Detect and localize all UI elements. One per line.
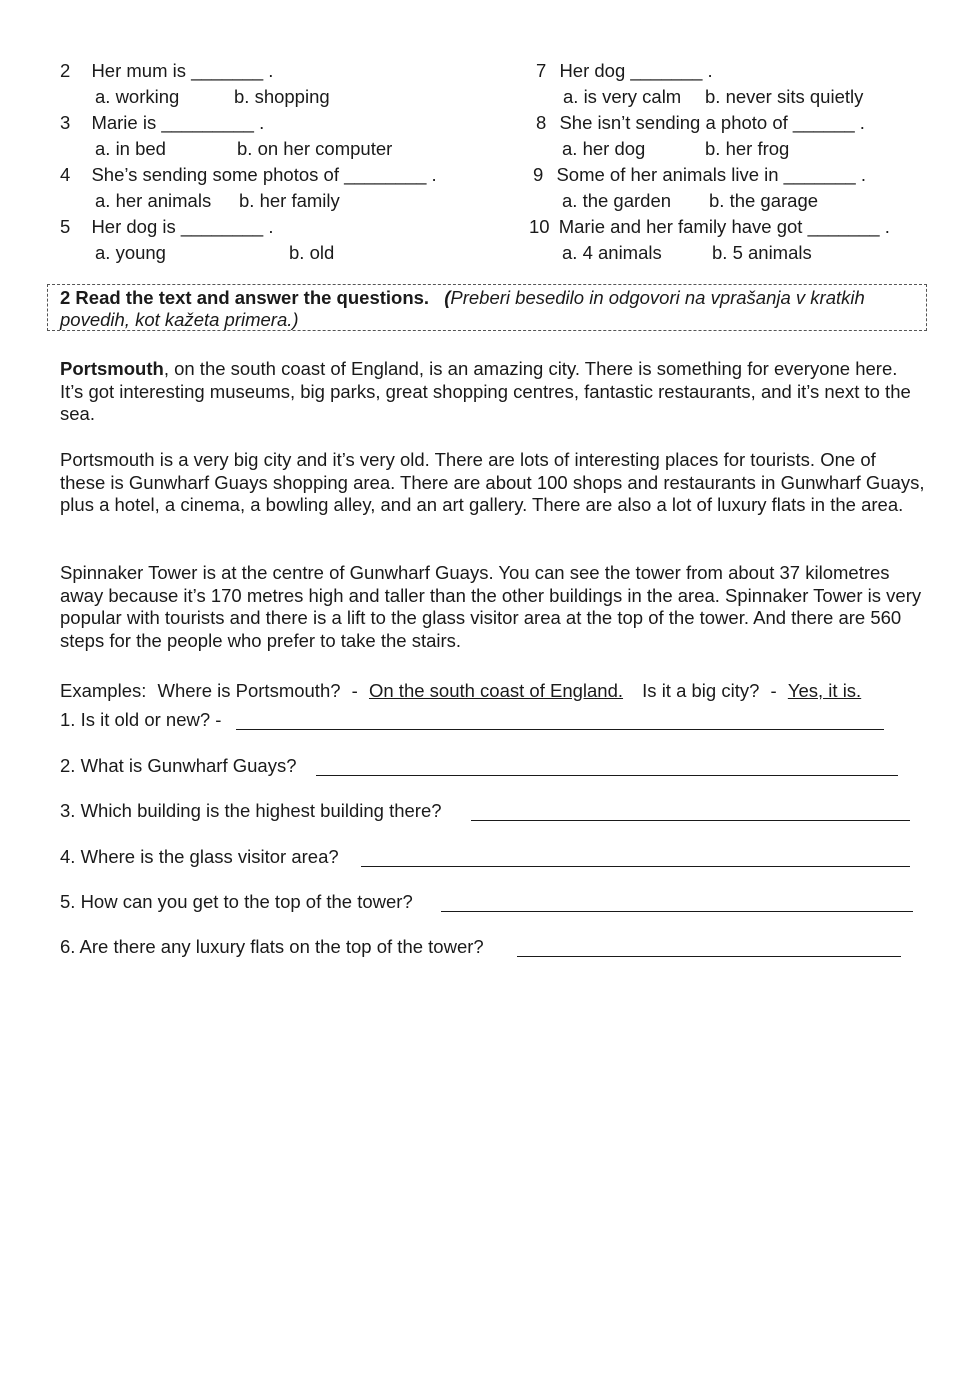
quiz-number: 8 bbox=[536, 112, 547, 133]
question-1: 1. Is it old or new? - bbox=[60, 709, 222, 730]
quiz-item-7 bbox=[536, 60, 713, 82]
quiz-option-a: a. her dog bbox=[562, 138, 646, 159]
quiz-option-b: b. old bbox=[289, 242, 335, 263]
quiz-option-a: a. working bbox=[95, 86, 180, 107]
question-3: 3. Which building is the highest building there? bbox=[60, 800, 442, 821]
quiz-option-b: b. on her computer bbox=[237, 138, 393, 159]
quiz-number: 3 bbox=[60, 112, 71, 133]
quiz-option-a: a. 4 animals bbox=[562, 242, 662, 263]
paragraph-3: Spinnaker Tower is at the centre of Gunwharf Guays. You can see the tower from about 37 kilometres away because it’s 170 metres high and taller than the other buildings in the area. Spinnaker Tower is very popular with tourists and there is a lift to the glass visitor area at the top of the tower. And there are 560 steps for the people who prefer to take the stairs. bbox=[60, 562, 922, 652]
quiz-question: Some of her animals live in _______ . bbox=[556, 164, 866, 185]
quiz-item-3 bbox=[60, 112, 264, 134]
quiz-number: 4 bbox=[60, 164, 71, 185]
quiz-option-a: a. is very calm bbox=[563, 86, 682, 107]
quiz-item-8 bbox=[536, 112, 865, 134]
quiz-option-a: a. the garden bbox=[562, 190, 672, 211]
paragraph-2: Portsmouth is a very big city and it’s very old. There are lots of interesting places for tourists. One of these is Gunwharf Guays shopping area. There are about 100 shops and restaurants in Gunwharf Guays, plus a hotel, a cinema, a bowling alley, and an art gallery. There are also a lot of luxury flats in the area. bbox=[60, 449, 925, 516]
quiz-option-b: b. shopping bbox=[234, 86, 330, 107]
answer-line-5 bbox=[441, 911, 913, 912]
quiz-option-a: a. in bed bbox=[95, 138, 166, 159]
instruction-text-1: Preberi besedilo in odgovori na vprašanja v kratkih bbox=[450, 287, 865, 308]
quiz-question: Marie is _________ . bbox=[91, 112, 265, 133]
example-answer-2: Yes, it is. bbox=[787, 680, 862, 701]
quiz-number: 10 bbox=[529, 216, 550, 237]
example-question-1: Where is Portsmouth? bbox=[157, 680, 341, 701]
quiz-question: Her mum is _______ . bbox=[91, 60, 274, 81]
answer-line-3 bbox=[471, 820, 910, 821]
answer-line-4 bbox=[361, 866, 910, 867]
answer-line-1 bbox=[236, 729, 884, 730]
example-question-2: Is it a big city? bbox=[642, 680, 760, 701]
quiz-item-5 bbox=[60, 216, 273, 238]
instruction-line-1 bbox=[60, 287, 914, 309]
quiz-question: She isn’t sending a photo of ______ . bbox=[559, 112, 865, 133]
quiz-number: 7 bbox=[536, 60, 547, 81]
example-answer-1: On the south coast of England. bbox=[368, 680, 624, 701]
examples-label: Examples: bbox=[60, 680, 147, 701]
quiz-option-b: b. never sits quietly bbox=[705, 86, 864, 107]
section-2-title: 2 Read the text and answer the questions. bbox=[60, 287, 430, 308]
quiz-option-b: b. the garage bbox=[709, 190, 819, 211]
question-2: 2. What is Gunwharf Guays? bbox=[60, 755, 297, 776]
question-6: 6. Are there any luxury flats on the top of the tower? bbox=[60, 936, 484, 957]
quiz-option-b: b. her family bbox=[239, 190, 340, 211]
question-5: 5. How can you get to the top of the tower? bbox=[60, 891, 413, 912]
quiz-option-b: b. her frog bbox=[705, 138, 790, 159]
answer-line-2 bbox=[316, 775, 898, 776]
example-dash-2: - bbox=[770, 680, 777, 701]
quiz-item-10 bbox=[529, 216, 890, 238]
examples-line bbox=[60, 680, 861, 702]
quiz-option-a: a. her animals bbox=[95, 190, 212, 211]
quiz-item-2 bbox=[60, 60, 273, 82]
instruction-text-2: povedih, kot kažeta primera.) bbox=[60, 309, 299, 330]
section-2-instruction-box bbox=[47, 284, 927, 331]
paragraph-1 bbox=[60, 358, 925, 426]
paragraph-1-text: , on the south coast of England, is an amazing city. There is something for everyone here. It’s got interesting museums, big parks, great shopping centres, fantastic restaurants, and it’s next to the sea. bbox=[60, 358, 911, 425]
quiz-question: Her dog _______ . bbox=[559, 60, 713, 81]
quiz-question: Marie and her family have got _______ . bbox=[558, 216, 890, 237]
quiz-number: 2 bbox=[60, 60, 71, 81]
quiz-number: 5 bbox=[60, 216, 71, 237]
paragraph-1-bold: Portsmouth bbox=[60, 358, 164, 379]
quiz-item-9 bbox=[533, 164, 866, 186]
example-dash-1: - bbox=[351, 680, 358, 701]
instruction-paren: ( bbox=[444, 287, 451, 308]
quiz-question: She’s sending some photos of ________ . bbox=[91, 164, 437, 185]
question-4: 4. Where is the glass visitor area? bbox=[60, 846, 339, 867]
quiz-question: Her dog is ________ . bbox=[91, 216, 274, 237]
quiz-option-b: b. 5 animals bbox=[712, 242, 812, 263]
answer-line-6 bbox=[517, 956, 901, 957]
quiz-item-4 bbox=[60, 164, 437, 186]
quiz-number: 9 bbox=[533, 164, 544, 185]
quiz-option-a: a. young bbox=[95, 242, 166, 263]
